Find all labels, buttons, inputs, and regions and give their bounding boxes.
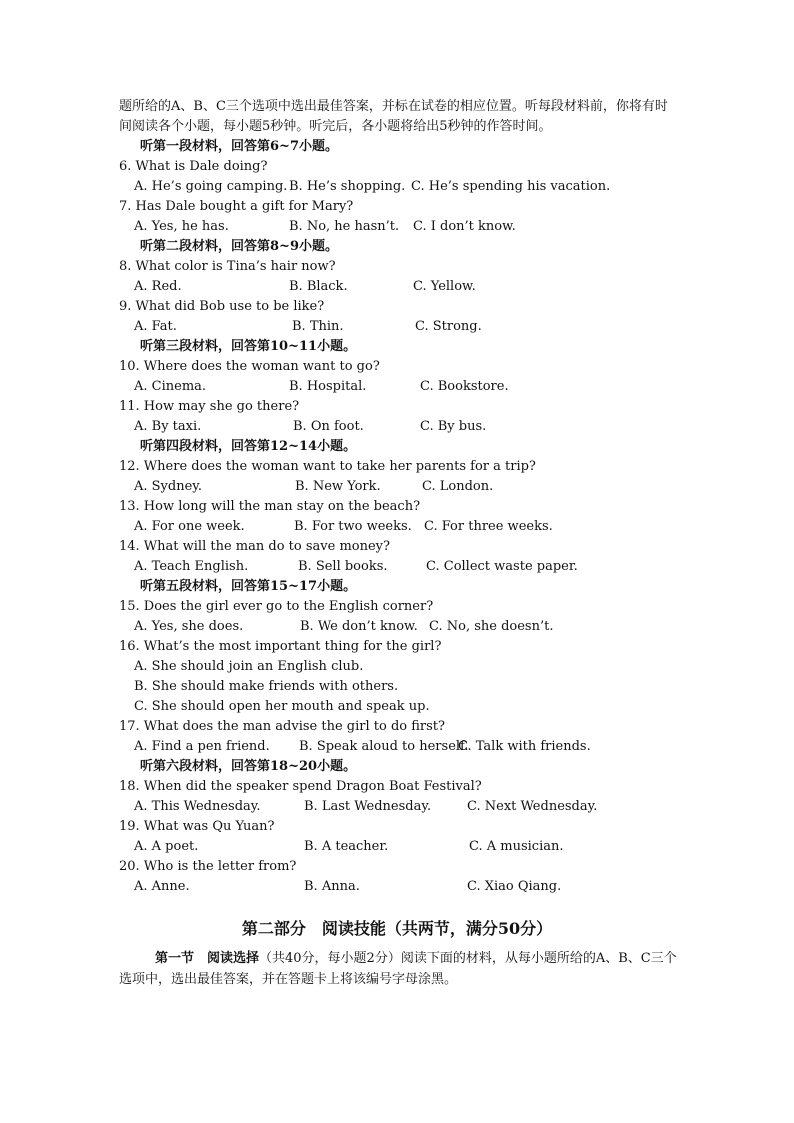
option-c: C. London. [422, 479, 494, 494]
section-label: 第一节 阅读选择 [155, 951, 260, 966]
option-c: C. Bookstore. [420, 379, 509, 394]
option-c: C. He’s spending his vacation. [411, 179, 611, 194]
question-text: 12. Where does the woman want to take her parents for a trip? [119, 459, 536, 474]
option-b: B. No, he hasn’t. [289, 219, 400, 234]
option-a: A. Fat. [134, 319, 177, 334]
option-b: B. Thin. [292, 319, 344, 334]
section-heading: 听第一段材料，回答第6~7小题。 [140, 139, 338, 154]
option-c: C. Yellow. [413, 279, 476, 294]
section-heading: 听第六段材料，回答第18~20小题。 [140, 759, 357, 774]
option-b: B. Speak aloud to herself. [299, 739, 469, 754]
listening-instructions: 题所给的A、B、C三个选项中选出最佳答案，并标在试卷的相应位置。听每段材料前，你将有时间阅读各个小题，每小题5秒钟。听完后，各小题将给出5秒钟的作答时间。 [119, 99, 668, 134]
question-text: 8. What color is Tina’s hair now? [119, 259, 336, 274]
option-a: A. He’s going camping. [134, 179, 288, 194]
option-c: C. Collect waste paper. [426, 559, 578, 574]
section-heading: 听第二段材料，回答第8~9小题。 [140, 239, 338, 254]
option-a: A. Cinema. [134, 379, 207, 394]
option-c: C. Xiao Qiang. [467, 879, 562, 894]
option-a: A. By taxi. [134, 419, 202, 434]
reading-instructions [119, 948, 679, 990]
option-c: C. Next Wednesday. [467, 799, 598, 814]
section-heading: 听第五段材料，回答第15~17小题。 [140, 579, 357, 594]
option-b: B. Hospital. [289, 379, 367, 394]
option-b: B. New York. [295, 479, 381, 494]
option-a: A. Sydney. [134, 479, 203, 494]
part-two-title: 第二部分 阅读技能（共两节，满分50分） [241, 919, 553, 938]
option-b: B. Sell books. [298, 559, 388, 574]
question-text: 7. Has Dale bought a gift for Mary? [119, 199, 354, 214]
question-text: 16. What’s the most important thing for the girl? [119, 639, 442, 654]
option-a: A. Find a pen friend. [134, 739, 270, 754]
option-c: C. No, she doesn’t. [429, 619, 554, 634]
question-text: 17. What does the man advise the girl to do first? [119, 719, 445, 734]
option-b: B. On foot. [293, 419, 364, 434]
option-a: A. Anne. [134, 879, 190, 894]
option-c: C. A musician. [469, 839, 564, 854]
option-b: B. A teacher. [304, 839, 389, 854]
option-c: C. Talk with friends. [458, 739, 591, 754]
option-a: A. Yes, he has. [134, 219, 229, 234]
reading-instruction-text: （共40分，每小题2分）阅读下面的材料，从每小题所给的A、B、C三个选项中，选出最佳答案，并在答题卡上将该编号字母涂黑。 [119, 951, 677, 987]
option-a: A. This Wednesday. [134, 799, 261, 814]
option-a: A. A poet. [134, 839, 199, 854]
option-a: A. Teach English. [134, 559, 249, 574]
option-a: A. Red. [134, 279, 182, 294]
option-b: B. She should make friends with others. [134, 679, 399, 694]
option-c: C. Strong. [415, 319, 482, 334]
question-text: 15. Does the girl ever go to the English corner? [119, 599, 434, 614]
option-b: B. For two weeks. [294, 519, 412, 534]
option-b: B. He’s shopping. [289, 179, 406, 194]
option-b: B. Black. [289, 279, 348, 294]
option-b: B. Anna. [304, 879, 360, 894]
question-text: 19. What was Qu Yuan? [119, 819, 275, 834]
option-b: B. Last Wednesday. [304, 799, 432, 814]
option-a: A. She should join an English club. [134, 659, 364, 674]
question-text: 13. How long will the man stay on the beach? [119, 499, 421, 514]
question-text: 18. When did the speaker spend Dragon Boat Festival? [119, 779, 482, 794]
question-text: 6. What is Dale doing? [119, 159, 268, 174]
option-c: C. I don’t know. [413, 219, 516, 234]
option-a: A. For one week. [134, 519, 245, 534]
option-c: C. She should open her mouth and speak up. [134, 699, 430, 714]
section-heading: 听第四段材料，回答第12~14小题。 [140, 439, 357, 454]
question-text: 9. What did Bob use to be like? [119, 299, 325, 314]
question-text: 11. How may she go there? [119, 399, 300, 414]
option-a: A. Yes, she does. [134, 619, 244, 634]
question-text: 20. Who is the letter from? [119, 859, 297, 874]
option-c: C. For three weeks. [424, 519, 553, 534]
option-c: C. By bus. [420, 419, 487, 434]
section-heading: 听第三段材料，回答第10~11小题。 [140, 339, 357, 354]
option-b: B. We don’t know. [300, 619, 418, 634]
question-text: 10. Where does the woman want to go? [119, 359, 380, 374]
question-text: 14. What will the man do to save money? [119, 539, 390, 554]
